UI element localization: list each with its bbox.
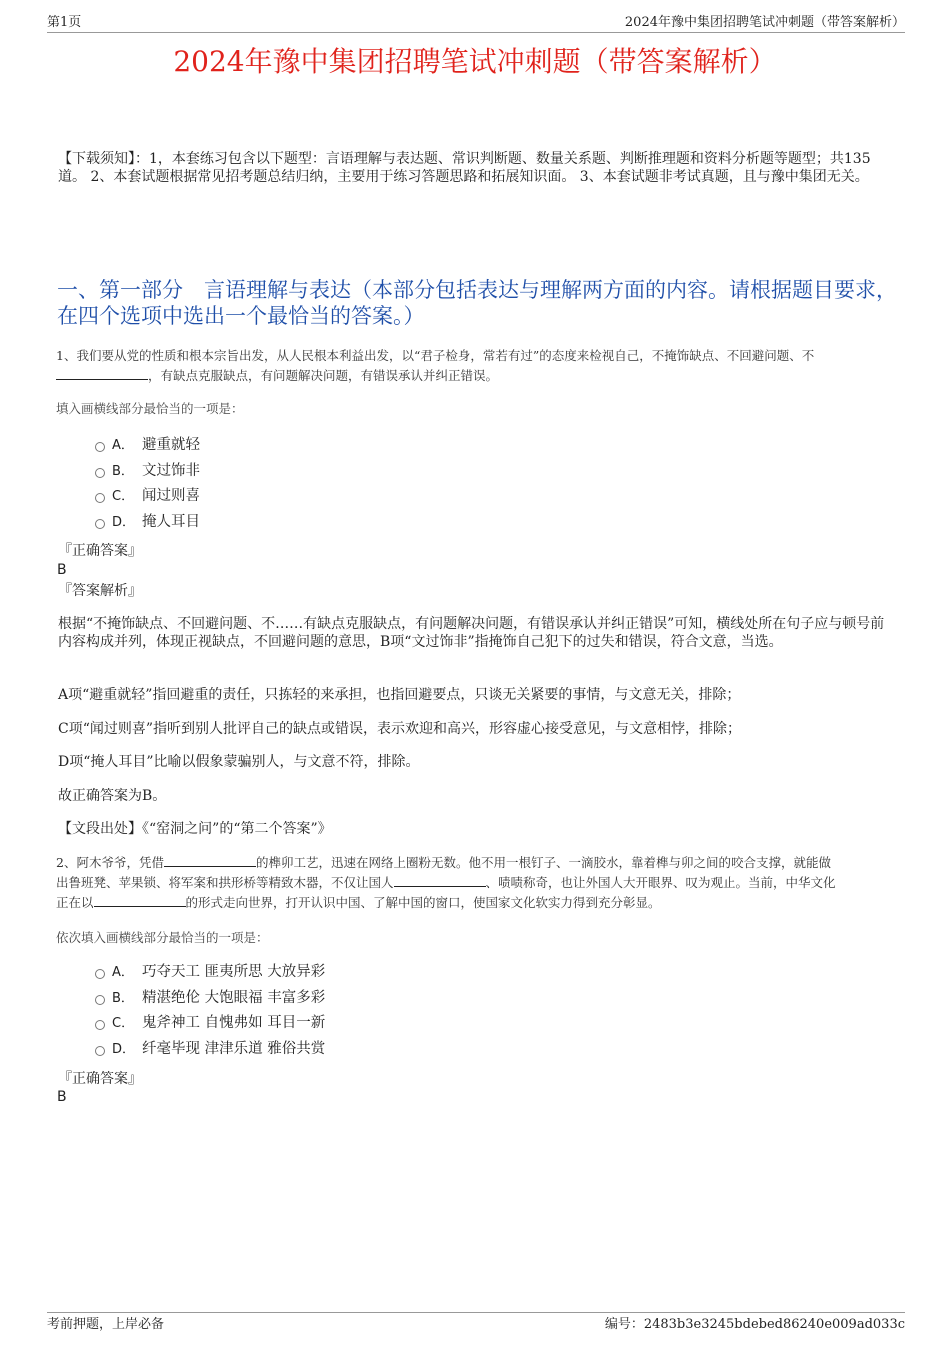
question-1-text-a: 1、我们要从党的性质和根本宗旨出发，从人民根本利益出发，以“君子检身，常若有过”的态度来检视自己，不掩饰缺点、不回避问题、不 <box>56 348 815 363</box>
question-1-option-b[interactable]: B． 文过饰非 <box>95 459 200 485</box>
radio-icon[interactable] <box>95 1046 105 1056</box>
question-1-option-a[interactable]: A． 避重就轻 <box>95 433 200 459</box>
radio-icon[interactable] <box>95 969 105 979</box>
footer-doc-id: 编号：2483b3e3245bdebed86240e009ad033c <box>604 1317 905 1332</box>
analysis-paragraph: C项“闻过则喜”指听到别人批评自己的缺点或错误，表示欢迎和高兴，形容虚心接受意见，与文意相悖，排除； <box>58 721 742 737</box>
question-2-answer-label: 『正确答案』 <box>58 1071 142 1087</box>
question-2-instruction: 依次填入画横线部分最恰当的一项是： <box>56 930 269 945</box>
radio-icon[interactable] <box>95 1020 105 1030</box>
question-1-analysis-label: 『答案解析』 <box>58 583 142 599</box>
analysis-conclusion: 故正确答案为B。 <box>58 788 167 804</box>
question-1-options <box>95 433 200 535</box>
question-1-text-b: ，有缺点克服缺点，有问题解决问题，有错误承认并纠正错误。 <box>148 368 499 383</box>
question-1-answer: B <box>57 562 67 578</box>
question-2-option-c[interactable]: C． 鬼斧神工 自愧弗如 耳目一新 <box>95 1011 325 1037</box>
question-2-stem: 2、阿木爷爷，凭借 的榫卯工艺，迅速在网络上圈粉无数。他不用一根钉子、一滴胶水，靠着榫与卯之间的咬合支撑，就能做 出鲁班凳、苹果锁、将军案和拱形桥等精致木器，不仅让国人 、啧啧称奇，也让外国人大开眼界、叹为观止。当前，中华文化 正在以 的形式走向世界，打开认识中国、了解中国的窗口，使国家文化软实力得到充分彰显。 <box>56 855 836 910</box>
question-1-option-c[interactable]: C． 闻过则喜 <box>95 484 200 510</box>
question-1-answer-label: 『正确答案』 <box>58 543 142 559</box>
radio-icon[interactable] <box>95 442 105 452</box>
analysis-paragraph: A项“避重就轻”指回避重的责任，只拣轻的来承担，也指回避要点，只谈无关紧要的事情，与文意无关，排除； <box>58 687 741 703</box>
section-title: 一、第一部分 言语理解与表达（本部分包括表达与理解两方面的内容。请根据题目要求，在四个选项中选出一个最恰当的答案。） <box>57 278 897 328</box>
radio-icon[interactable] <box>95 468 105 478</box>
download-notice: 【下载须知】：1，本套练习包含以下题型：言语理解与表达题、常识判断题、数量关系题、判断推理题和资料分析题等题型；共135道。 2、本套试题根据常见招考题总结归纳，主要用于练习答题思路和拓展知识面。 3、本套试题非考试真题，且与豫中集团无关。 <box>58 151 871 185</box>
question-1-instruction: 填入画横线部分最恰当的一项是： <box>56 401 244 416</box>
question-1-option-d[interactable]: D． 掩人耳目 <box>95 510 200 536</box>
question-1-source: 【文段出处】《“窑洞之问”的“第二个答案”》 <box>58 821 332 837</box>
radio-icon[interactable] <box>95 493 105 503</box>
page-footer <box>47 1312 905 1339</box>
radio-icon[interactable] <box>95 519 105 529</box>
page-header <box>47 14 905 33</box>
fill-blank <box>56 366 148 380</box>
question-2-options <box>95 960 325 1062</box>
document-title: 2024年豫中集团招聘笔试冲刺题（带答案解析） <box>173 45 777 78</box>
radio-icon[interactable] <box>95 995 105 1005</box>
page-number: 第1页 <box>47 15 82 30</box>
fill-blank <box>94 893 186 907</box>
question-2-answer: B <box>57 1089 67 1105</box>
header-doc-title: 2024年豫中集团招聘笔试冲刺题（带答案解析） <box>624 15 905 30</box>
footer-slogan: 考前押题，上岸必备 <box>47 1317 165 1332</box>
fill-blank <box>394 873 486 887</box>
analysis-paragraph: 根据“不掩饰缺点、不回避问题、不……有缺点克服缺点，有问题解决问题，有错误承认并纠正错误”可知，横线处所在句子应与顿号前内容构成并列，体现正视缺点，不回避问题的意思，B项“文过饰非”指掩饰自己犯下的过失和错误，符合文意，当选。 <box>58 616 885 650</box>
question-2-option-d[interactable]: D． 纤毫毕现 津津乐道 雅俗共赏 <box>95 1037 325 1063</box>
question-1-stem <box>56 346 896 386</box>
fill-blank <box>164 853 256 867</box>
analysis-paragraph: D项“掩人耳目”比喻以假象蒙骗别人，与文意不符，排除。 <box>58 754 420 770</box>
question-2-option-b[interactable]: B． 精湛绝伦 大饱眼福 丰富多彩 <box>95 986 325 1012</box>
question-2-option-a[interactable]: A． 巧夺天工 匪夷所思 大放异彩 <box>95 960 325 986</box>
